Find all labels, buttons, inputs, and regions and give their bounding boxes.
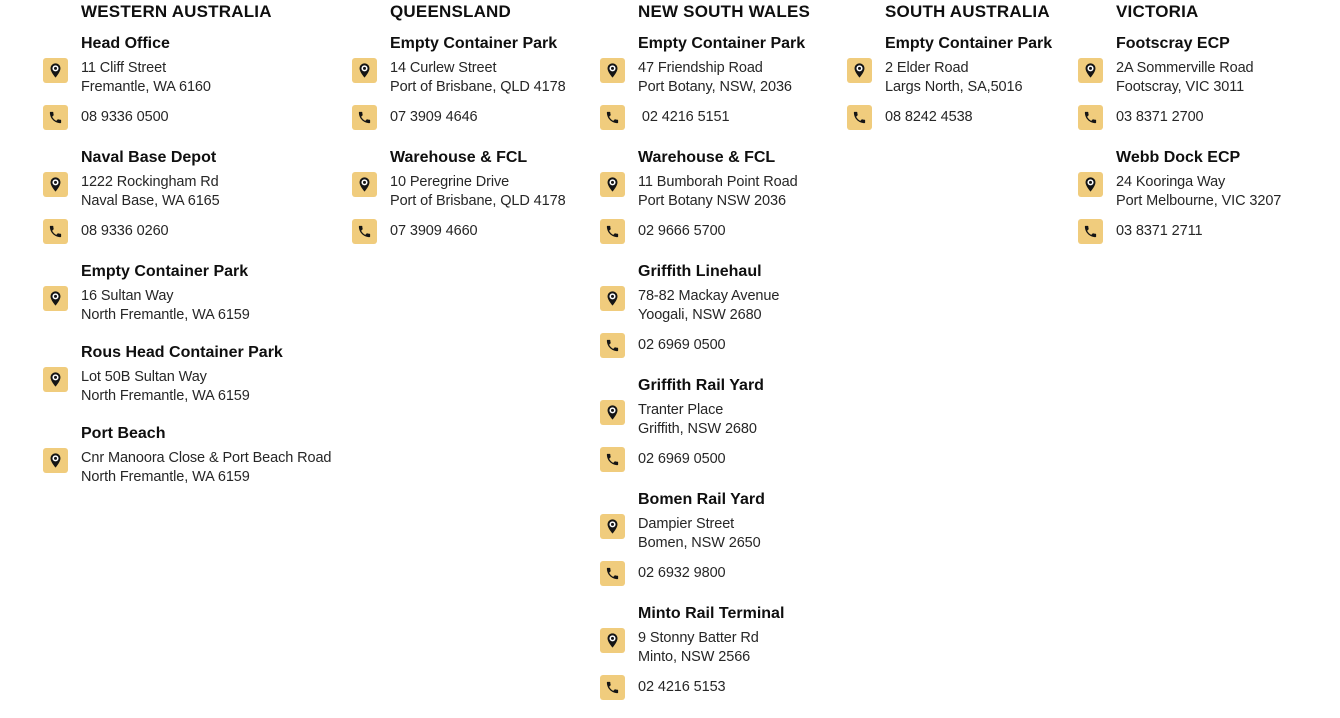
- location-pin-icon: [43, 172, 68, 197]
- location-title: Empty Container Park: [885, 35, 1053, 52]
- phone-row: [1078, 219, 1338, 244]
- address-line-2: North Fremantle, WA 6159: [81, 469, 250, 485]
- address-text: [81, 287, 250, 325]
- phone-icon: [600, 561, 625, 586]
- address-row: [43, 367, 353, 406]
- address-text: [390, 173, 566, 211]
- location-pin-icon: [600, 286, 625, 311]
- location-pin-icon: [600, 628, 625, 653]
- location-section: [847, 34, 1077, 130]
- phone-icon: [352, 219, 377, 244]
- location-section: [600, 490, 845, 586]
- address-text: [81, 173, 220, 211]
- address-row: [43, 58, 353, 97]
- address-line-1: Dampier Street: [638, 516, 735, 532]
- phone-row: [600, 333, 845, 358]
- phone-icon: [1078, 219, 1103, 244]
- address-line-1: 9 Stonny Batter Rd: [638, 630, 759, 646]
- location-title: Rous Head Container Park: [81, 344, 283, 361]
- location-pin-icon: [352, 58, 377, 83]
- address-line-2: Footscray, VIC 3011: [1116, 79, 1245, 95]
- address-line-2: Naval Base, WA 6165: [81, 193, 220, 209]
- phone-number: 02 6932 9800: [638, 565, 726, 581]
- state-column-body: [1078, 34, 1338, 244]
- address-row: [847, 58, 1077, 97]
- address-line-1: 2 Elder Road: [885, 60, 969, 76]
- address-line-2: Griffith, NSW 2680: [638, 421, 757, 437]
- state-column-body: [600, 34, 845, 700]
- address-line-1: 47 Friendship Road: [638, 60, 763, 76]
- address-line-1: 11 Cliff Street: [81, 60, 167, 76]
- address-line-2: North Fremantle, WA 6159: [81, 388, 250, 404]
- state-heading: WESTERN AUSTRALIA: [81, 2, 272, 21]
- phone-icon: [600, 105, 625, 130]
- location-section: [43, 148, 353, 244]
- location-section: [43, 424, 353, 487]
- phone-icon: [1078, 105, 1103, 130]
- phone-number: 07 3909 4646: [390, 109, 478, 125]
- address-line-1: 1222 Rockingham Rd: [81, 174, 219, 190]
- state-column: [43, 2, 353, 505]
- address-line-1: 11 Bumborah Point Road: [638, 174, 798, 190]
- address-text: [885, 59, 1022, 97]
- phone-icon: [43, 219, 68, 244]
- address-text: [81, 368, 250, 406]
- state-column: [352, 2, 597, 262]
- phone-number: 02 4216 5153: [638, 679, 726, 695]
- location-title: Head Office: [81, 35, 170, 52]
- location-pin-icon: [600, 172, 625, 197]
- state-heading: NEW SOUTH WALES: [638, 2, 811, 21]
- location-title: Empty Container Park: [638, 35, 806, 52]
- address-row: [43, 448, 353, 487]
- location-title: Port Beach: [81, 425, 166, 442]
- phone-number: 03 8371 2711: [1116, 223, 1203, 239]
- state-column-body: [352, 34, 597, 244]
- location-section: [1078, 34, 1338, 130]
- phone-icon: [600, 675, 625, 700]
- phone-number: 02 9666 5700: [638, 223, 726, 239]
- address-line-1: Cnr Manoora Close & Port Beach Road: [81, 450, 332, 466]
- address-row: [1078, 172, 1338, 211]
- address-line-1: 16 Sultan Way: [81, 288, 174, 304]
- address-text: [390, 59, 566, 97]
- address-text: [638, 287, 779, 325]
- address-line-2: Minto, NSW 2566: [638, 649, 751, 665]
- phone-row: [847, 105, 1077, 130]
- address-line-1: Lot 50B Sultan Way: [81, 369, 207, 385]
- address-line-1: 78-82 Mackay Avenue: [638, 288, 780, 304]
- address-line-2: Port Botany NSW 2036: [638, 193, 786, 209]
- phone-row: [600, 447, 845, 472]
- location-section: [600, 34, 845, 130]
- location-pin-icon: [352, 172, 377, 197]
- location-title: Empty Container Park: [390, 35, 558, 52]
- address-row: [600, 58, 845, 97]
- location-pin-icon: [43, 58, 68, 83]
- address-line-1: 14 Curlew Street: [390, 60, 497, 76]
- location-title: Naval Base Depot: [81, 149, 217, 166]
- phone-number: 02 6969 0500: [638, 451, 726, 467]
- location-title: Empty Container Park: [81, 263, 249, 280]
- location-section: [600, 262, 845, 358]
- location-title: Minto Rail Terminal: [638, 605, 785, 622]
- phone-icon: [600, 447, 625, 472]
- address-row: [1078, 58, 1338, 97]
- location-pin-icon: [600, 514, 625, 539]
- address-line-2: Largs North, SA,5016: [885, 79, 1023, 95]
- phone-row: [352, 105, 597, 130]
- phone-row: [600, 675, 845, 700]
- address-row: [600, 628, 845, 667]
- location-title: Warehouse & FCL: [638, 149, 776, 166]
- phone-row: [43, 219, 353, 244]
- location-pin-icon: [1078, 58, 1103, 83]
- address-text: [638, 515, 761, 553]
- location-section: [600, 604, 845, 700]
- location-title: Griffith Rail Yard: [638, 377, 764, 394]
- address-row: [352, 172, 597, 211]
- address-line-2: Port of Brisbane, QLD 4178: [390, 193, 566, 209]
- state-heading: VICTORIA: [1116, 2, 1199, 21]
- address-text: [1116, 173, 1281, 211]
- phone-row: [352, 219, 597, 244]
- location-section: [1078, 148, 1338, 244]
- address-row: [600, 514, 845, 553]
- address-row: [600, 400, 845, 439]
- phone-number: 03 8371 2700: [1116, 109, 1204, 125]
- phone-icon: [600, 333, 625, 358]
- address-text: [638, 629, 759, 667]
- phone-row: [600, 105, 845, 130]
- state-heading: SOUTH AUSTRALIA: [885, 2, 1050, 21]
- phone-row: [1078, 105, 1338, 130]
- address-text: [81, 449, 331, 487]
- location-section: [43, 262, 353, 325]
- address-line-2: North Fremantle, WA 6159: [81, 307, 250, 323]
- phone-number: 02 4216 5151: [638, 109, 730, 125]
- phone-icon: [847, 105, 872, 130]
- phone-icon: [600, 219, 625, 244]
- address-line-1: Tranter Place: [638, 402, 724, 418]
- phone-row: [600, 219, 845, 244]
- address-row: [352, 58, 597, 97]
- phone-number: 07 3909 4660: [390, 223, 478, 239]
- location-pin-icon: [1078, 172, 1103, 197]
- address-text: [81, 59, 211, 97]
- address-line-2: Port of Brisbane, QLD 4178: [390, 79, 566, 95]
- phone-number: 08 9336 0260: [81, 223, 169, 239]
- state-column-body: [847, 34, 1077, 130]
- location-section: [600, 376, 845, 472]
- state-heading: QUEENSLAND: [390, 2, 512, 21]
- location-title: Footscray ECP: [1116, 35, 1230, 52]
- location-title: Bomen Rail Yard: [638, 491, 765, 508]
- address-row: [600, 172, 845, 211]
- address-text: [638, 173, 798, 211]
- phone-number: 02 6969 0500: [638, 337, 726, 353]
- address-line-2: Yoogali, NSW 2680: [638, 307, 762, 323]
- address-line-2: Bomen, NSW 2650: [638, 535, 761, 551]
- location-pin-icon: [43, 367, 68, 392]
- phone-row: [600, 561, 845, 586]
- address-row: [43, 172, 353, 211]
- address-line-1: 24 Kooringa Way: [1116, 174, 1226, 190]
- address-line-2: Fremantle, WA 6160: [81, 79, 211, 95]
- location-title: Webb Dock ECP: [1116, 149, 1241, 166]
- phone-number: 08 8242 4538: [885, 109, 973, 125]
- address-text: [638, 401, 757, 439]
- location-section: [352, 148, 597, 244]
- state-column-body: [43, 34, 353, 487]
- location-pin-icon: [43, 286, 68, 311]
- address-line-1: 10 Peregrine Drive: [390, 174, 510, 190]
- location-pin-icon: [847, 58, 872, 83]
- state-column: [600, 2, 845, 718]
- address-line-1: 2A Sommerville Road: [1116, 60, 1254, 76]
- state-column: [847, 2, 1077, 148]
- location-title: Warehouse & FCL: [390, 149, 528, 166]
- address-line-2: Port Melbourne, VIC 3207: [1116, 193, 1282, 209]
- phone-icon: [43, 105, 68, 130]
- address-row: [43, 286, 353, 325]
- location-section: [43, 343, 353, 406]
- address-line-2: Port Botany, NSW, 2036: [638, 79, 792, 95]
- location-section: [43, 34, 353, 130]
- phone-row: [43, 105, 353, 130]
- location-title: Griffith Linehaul: [638, 263, 762, 280]
- location-pin-icon: [43, 448, 68, 473]
- location-pin-icon: [600, 400, 625, 425]
- location-pin-icon: [600, 58, 625, 83]
- phone-icon: [352, 105, 377, 130]
- address-text: [638, 59, 792, 97]
- phone-number: 08 9336 0500: [81, 109, 169, 125]
- location-section: [600, 148, 845, 244]
- state-column: [1078, 2, 1338, 262]
- address-row: [600, 286, 845, 325]
- address-text: [1116, 59, 1254, 97]
- location-section: [352, 34, 597, 130]
